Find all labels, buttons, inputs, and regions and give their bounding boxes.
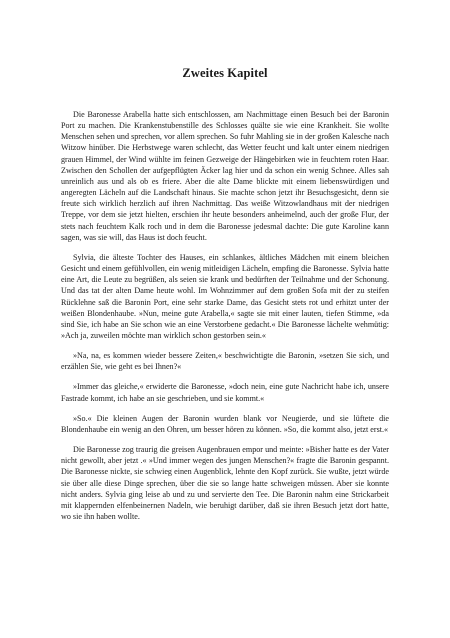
paragraph-1: Die Baronesse Arabella hatte sich entschlossen, am Nachmittage einen Besuch bei der Baronin Port zu machen. Die Krankenstubenstille des Schlosses quälte sie wie eine Krankheit. Sie wollte Menschen sehen und sprechen, vor allem sprechen. So fuhr Mahling sie in der großen Kalesche nach Witzow hinüber. Die Herbstwege waren schlecht, das Wetter feucht und kalt unter einem niedrigen grauen Himmel, der Wind wühlte im feinen Gezweige der Hängebirken wie in feuchtem roten Haar. Zwischen den Schollen der aufgepflügten Äcker lag hier und da schon ein wenig Schnee. Alles sah unreinlich aus und als ob es friere. Aber die alte Dame blickte mit einem liebenswürdigen und angeregten Lächeln auf die Landschaft hinaus. Sie machte schon jetzt ihr Besuchsgesicht, denn sie freute sich wirklich herzlich auf ihren Nachmittag. Das weiße Witzowlandhaus mit der niedrigen Treppe, vor dem sie jetzt hielten, erschien ihr heute besonders anheimelnd, auch der große Flur, der stets nach feuchtem Kalk roch und in dem die Baronesse jedesmal dachte: Die gute Karoline kann sagen, was sie will, das Haus ist doch feucht. — [61, 110, 389, 242]
paragraph-3: »Na, na, es kommen wieder bessere Zeiten,« beschwichtigte die Baronin, »setzen Sie sich, und erzählen Sie, wie geht es bei Ihnen?« — [61, 351, 389, 372]
paragraph-4: »Immer das gleiche,« erwiderte die Baronesse, »doch nein, eine gute Nachricht habe ich, unsere Fastrade kommt, ich habe an sie geschrieben, und sie kommt.« — [61, 382, 389, 403]
chapter-body — [61, 109, 389, 531]
paragraph-6: Die Baronesse zog traurig die greisen Augenbrauen empor und meinte: »Bisher hatte es der Vater nicht gewollt, aber jetzt .« »Und immer wegen des jungen Menschen?« fragte die Baronin gespannt. Die Baronesse nickte, sie schwieg einen Augenblick, lehnte den Kopf zurück. Sie wußte, jetzt würde sie über alle diese Dinge sprechen, über die sie so lange hatte schweigen müssen. Aber sie konnte nicht anders. Sylvia ging leise ab und zu und servierte den Tee. Die Baronin nahm eine Strickarbeit mit klappernden elfenbeinernen Nadeln, wie beruhigt darüber, daß sie ihren Besuch jetzt dort hatte, wo sie ihn haben wollte. — [61, 445, 389, 521]
chapter-title: Zweites Kapitel — [182, 66, 268, 80]
paragraph-5: »So.« Die kleinen Augen der Baronin wurden blank vor Neugierde, und sie lüftete die Blondenhaube ein wenig an den Ohren, um besser hören zu können. »So, die kommt also, jetzt erst.« — [61, 413, 389, 434]
paragraph-2: Sylvia, die älteste Tochter des Hauses, ein schlankes, ältliches Mädchen mit einem bleichen Gesicht und einem gefühlvollen, ein wenig mitleidigen Lächeln, empfing die Baronesse. Sylvia hatte eine Art, die Leute zu begrüßen, als seien sie krank und bedürften der Teilnahme und der Schonung. Und das tat der alten Dame heute wohl. Im Wohnzimmer auf dem großen Sofa mit der zu steifen Rücklehne saß die Baronin Port, eine sehr starke Dame, das Gesicht stets rot und erhitzt unter der weißen Blondenhaube. »Nun, meine gute Arabella,« sagte sie mit einer lauten, tiefen Stimme, »da sind Sie, ich habe an Sie schon wie an eine Verstorbene gedacht.« Die Baronesse lächelte wehmütig: »Ach ja, zuweilen möchte man wirklich schon gestorben sein.« — [61, 252, 389, 340]
